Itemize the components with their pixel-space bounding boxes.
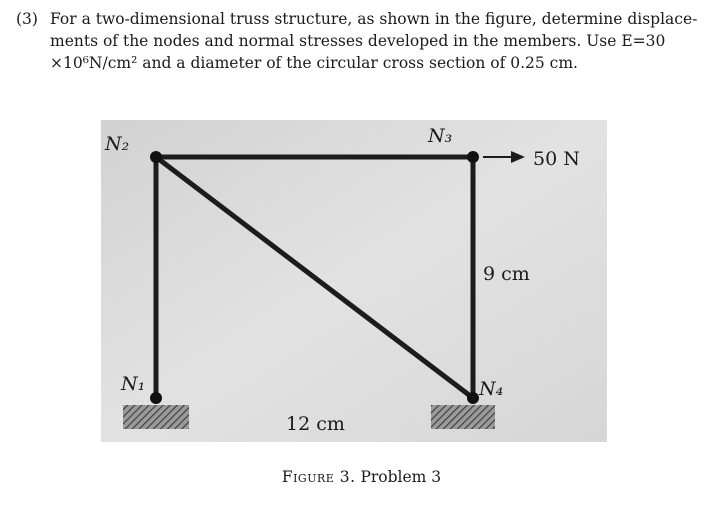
problem-text-line-2: ments of the nodes and normal stresses developed in the members. Use E=30 [50, 32, 666, 50]
node-n1 [150, 392, 162, 404]
caption-title: Problem 3 [360, 468, 442, 486]
support-n1-hatch [123, 405, 189, 429]
label-load: 50 N [533, 148, 580, 170]
truss-figure-photo [101, 120, 607, 442]
label-width: 12 cm [286, 413, 345, 435]
caption-figure-label: Figure 3. [281, 468, 356, 486]
label-n1: N₁ [121, 373, 146, 395]
photo-background [101, 120, 607, 442]
node-n4 [467, 392, 479, 404]
problem-text-line-3: ×10⁶N/cm² and a diameter of the circular cross section of 0.25 cm. [50, 54, 578, 72]
problem-number: (3) [16, 10, 38, 28]
node-n3 [467, 151, 479, 163]
label-n2: N₂ [105, 133, 130, 155]
figure-caption [0, 468, 723, 486]
label-n3: N₃ [428, 125, 453, 147]
label-n4: N₄ [479, 378, 504, 400]
node-n2 [150, 151, 162, 163]
truss-diagram [101, 120, 607, 442]
label-height: 9 cm [483, 263, 530, 285]
support-n4-hatch [431, 405, 495, 429]
problem-text-line-1: For a two-dimensional truss structure, as shown in the figure, determine displace- [50, 10, 698, 28]
